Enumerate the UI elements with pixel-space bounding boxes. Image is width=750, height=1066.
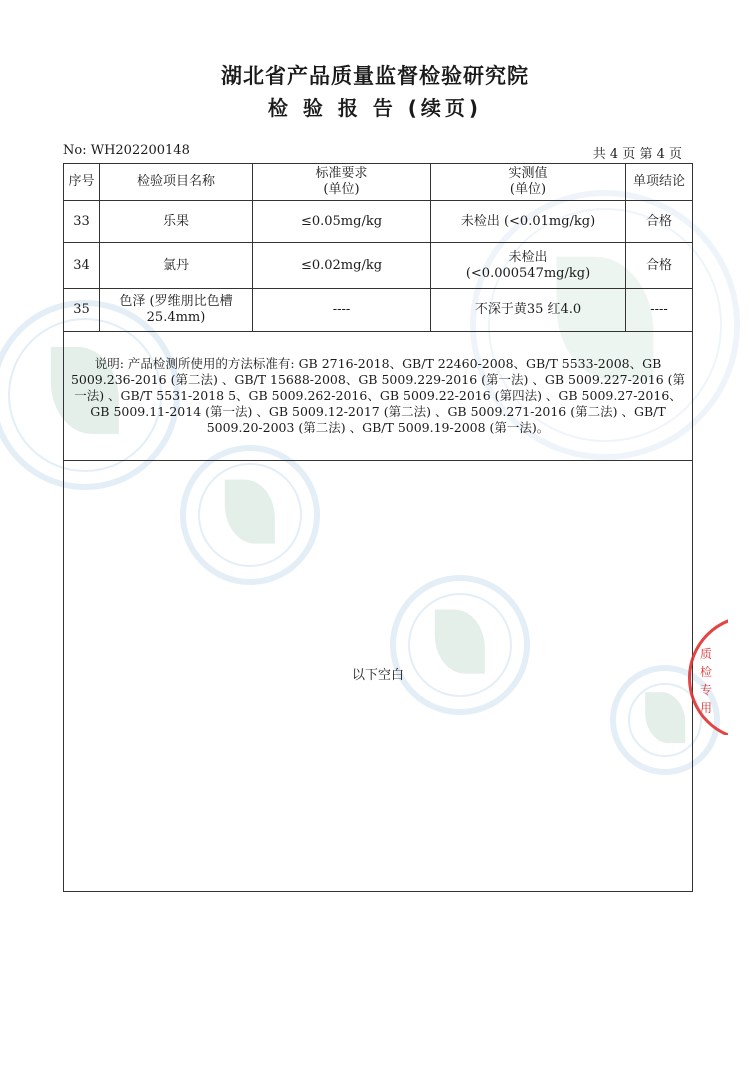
cell-measured: [431, 243, 626, 289]
page-count: 共 4 页 第 4 页: [592, 147, 682, 162]
cell-item: 乐果: [100, 201, 253, 243]
header-measured-unit: (单位): [509, 182, 547, 197]
red-seal-stamp: [688, 615, 728, 735]
table-row: [64, 289, 693, 332]
header-standard: [253, 164, 431, 201]
cell-seq: 35: [64, 289, 100, 332]
table-row: [64, 243, 693, 289]
header-conclusion: 单项结论: [626, 164, 693, 201]
cell-standard: ≤0.05mg/kg: [253, 201, 431, 243]
institution-name: 湖北省产品质量监督检验研究院: [221, 64, 529, 88]
cell-seq: 34: [64, 243, 100, 289]
cell-item: 氯丹: [100, 243, 253, 289]
cell-conclusion: 合格: [626, 201, 693, 243]
cell-measured-line1: 未检出: [508, 249, 548, 265]
cell-seq: 33: [64, 201, 100, 243]
table-row: [64, 201, 693, 243]
header-measured-label: 实测值: [508, 166, 548, 181]
header-item: 检验项目名称: [100, 164, 253, 201]
blank-row: [64, 461, 693, 892]
cell-item: [100, 289, 253, 332]
method-note-row: [64, 332, 693, 461]
cell-standard: ----: [253, 289, 431, 332]
stamp-text: 质检专用: [700, 647, 713, 715]
cell-conclusion: 合格: [626, 243, 693, 289]
blank-notice: 以下空白: [64, 461, 693, 892]
cell-standard: ≤0.02mg/kg: [253, 243, 431, 289]
report-title: 检 验 报 告 (续页): [267, 96, 483, 120]
table-header-row: [64, 164, 693, 201]
header-seq: 序号: [64, 164, 100, 201]
header-standard-label: 标准要求: [315, 166, 368, 181]
header-standard-unit: (单位): [323, 182, 360, 197]
method-note: 说明: 产品检测所使用的方法标准有: GB 2716-2018、GB/T 22460-2008、GB/T 5533-2008、GB 5009.236-2016 (第二法) 、GB/T 15688-2008、GB 5009.229-2016 (第一法) 、GB 5009.227-2016 (第一法) 、GB/T 5531-2018 5、GB 5009.262-2016、GB 5009.22-2016 (第四法) 、GB 5009.27-2016、GB 5009.11-2014 (第一法) 、GB 5009.12-2017 (第二法) 、GB 5009.271-2016 (第二法) 、GB/T 5009.20-2003 (第二法) 、GB/T 5009.19-2008 (第一法)。: [64, 332, 693, 461]
report-number: No: WH202200148: [63, 143, 190, 158]
cell-conclusion: ----: [626, 289, 693, 332]
cell-item-line2: 25.4mm): [146, 310, 206, 325]
cell-measured: 不深于黄35 红4.0: [431, 289, 626, 332]
cell-measured: 未检出 (<0.01mg/kg): [431, 201, 626, 243]
cell-measured-line2: (<0.000547mg/kg): [465, 265, 591, 281]
inspection-table: [63, 163, 693, 892]
cell-item-line1: 色泽 (罗维朋比色槽: [119, 294, 233, 309]
header-measured: [431, 164, 626, 201]
